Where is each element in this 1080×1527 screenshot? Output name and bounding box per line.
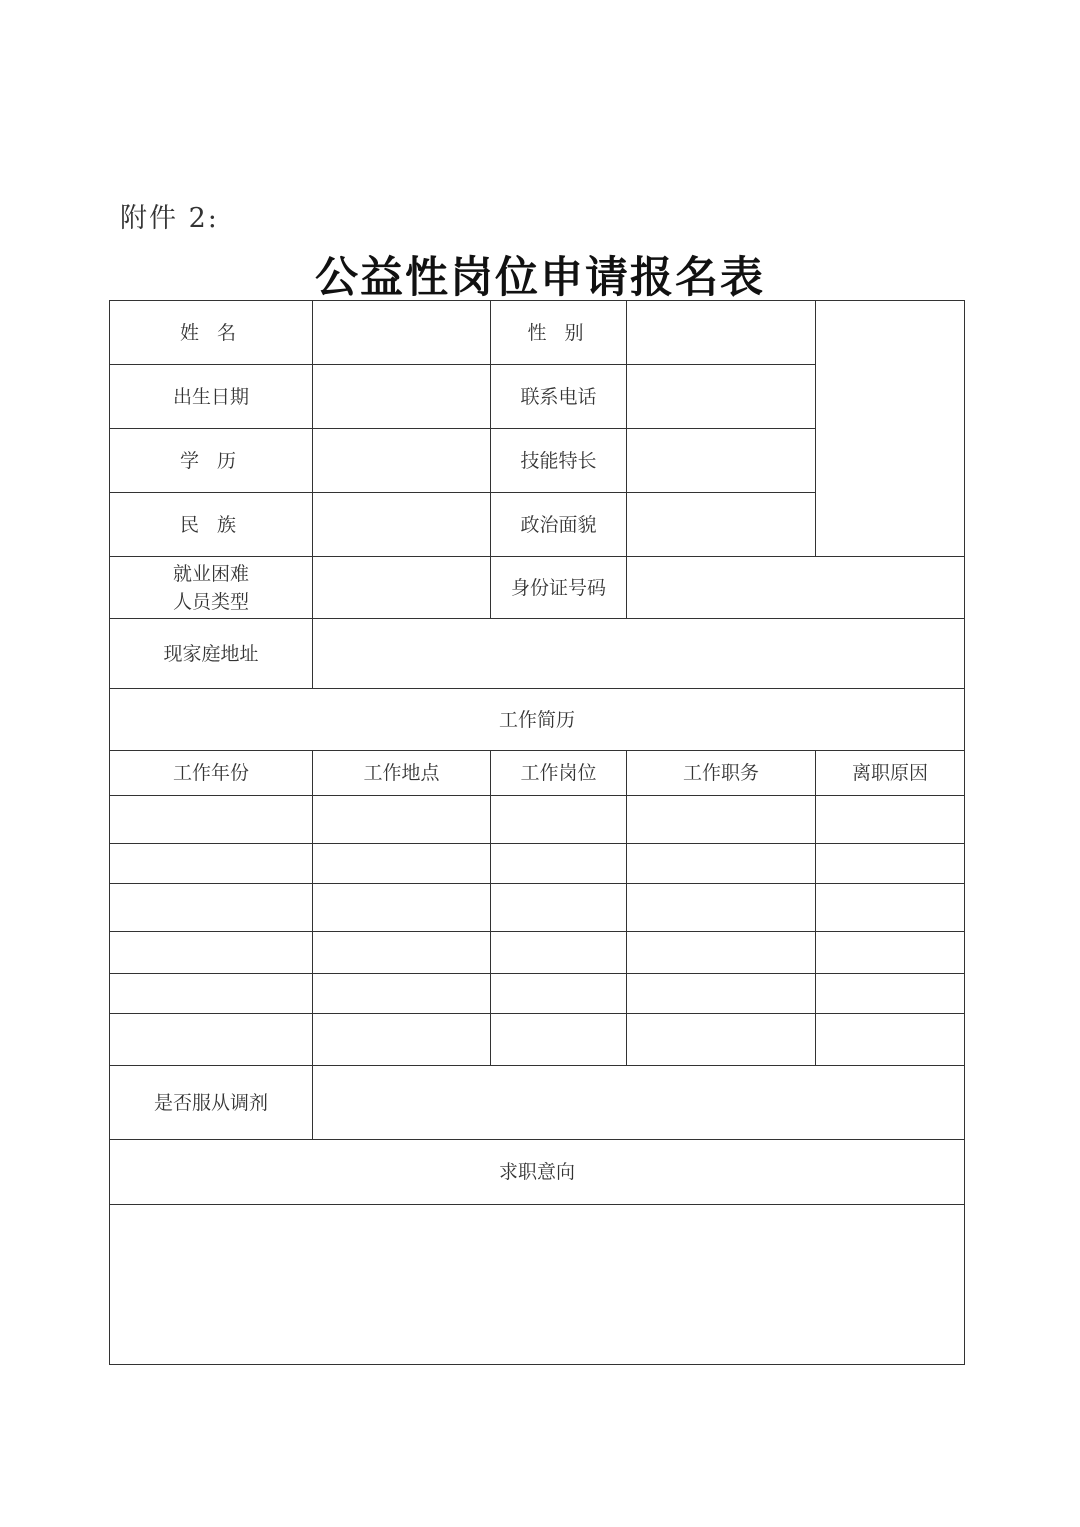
- work-position-cell[interactable]: [491, 974, 627, 1014]
- leave-reason-cell[interactable]: [816, 1014, 965, 1066]
- work-history-row: [110, 1014, 965, 1066]
- work-duty-cell[interactable]: [627, 1014, 816, 1066]
- work-duty-cell[interactable]: [627, 932, 816, 974]
- work-year-cell[interactable]: [110, 974, 313, 1014]
- attachment-label: 附件 2:: [120, 203, 219, 234]
- column-header-duty: 工作职务: [627, 751, 816, 796]
- birth-date-field[interactable]: [313, 365, 491, 429]
- work-duty-cell[interactable]: [627, 884, 816, 932]
- work-location-cell[interactable]: [313, 796, 491, 844]
- leave-reason-cell[interactable]: [816, 796, 965, 844]
- ethnicity-field[interactable]: [313, 493, 491, 557]
- work-history-row: [110, 932, 965, 974]
- work-history-title: 工作简历: [110, 689, 965, 751]
- column-header-position: 工作岗位: [491, 751, 627, 796]
- gender-label: 性 别: [491, 301, 627, 365]
- work-position-cell[interactable]: [491, 884, 627, 932]
- work-position-cell[interactable]: [491, 844, 627, 884]
- id-number-field[interactable]: [627, 557, 965, 619]
- work-location-cell[interactable]: [313, 1014, 491, 1066]
- obey-assignment-field[interactable]: [313, 1066, 965, 1140]
- column-header-location: 工作地点: [313, 751, 491, 796]
- work-position-cell[interactable]: [491, 796, 627, 844]
- form-title: 公益性岗位申请报名表: [315, 253, 765, 303]
- work-location-cell[interactable]: [313, 932, 491, 974]
- column-header-leave-reason: 离职原因: [816, 751, 965, 796]
- work-duty-cell[interactable]: [627, 796, 816, 844]
- ethnicity-label: 民 族: [110, 493, 313, 557]
- political-status-field[interactable]: [627, 493, 816, 557]
- job-intention-field[interactable]: [110, 1205, 965, 1365]
- phone-label: 联系电话: [491, 365, 627, 429]
- leave-reason-cell[interactable]: [816, 884, 965, 932]
- work-duty-cell[interactable]: [627, 974, 816, 1014]
- work-year-cell[interactable]: [110, 844, 313, 884]
- education-label: 学 历: [110, 429, 313, 493]
- work-location-cell[interactable]: [313, 974, 491, 1014]
- skills-field[interactable]: [627, 429, 816, 493]
- political-status-label: 政治面貌: [491, 493, 627, 557]
- work-history-row: [110, 884, 965, 932]
- leave-reason-cell[interactable]: [816, 974, 965, 1014]
- birth-date-label: 出生日期: [110, 365, 313, 429]
- phone-field[interactable]: [627, 365, 816, 429]
- education-field[interactable]: [313, 429, 491, 493]
- column-header-year: 工作年份: [110, 751, 313, 796]
- work-year-cell[interactable]: [110, 1014, 313, 1066]
- application-form-table: [109, 300, 965, 1365]
- work-location-cell[interactable]: [313, 844, 491, 884]
- skills-label: 技能特长: [491, 429, 627, 493]
- gender-field[interactable]: [627, 301, 816, 365]
- work-history-row: [110, 844, 965, 884]
- work-year-cell[interactable]: [110, 796, 313, 844]
- leave-reason-cell[interactable]: [816, 844, 965, 884]
- address-field[interactable]: [313, 619, 965, 689]
- work-history-row: [110, 796, 965, 844]
- hardship-type-label: 就业困难 人员类型: [110, 557, 313, 619]
- photo-box[interactable]: [816, 301, 965, 557]
- id-number-label: 身份证号码: [491, 557, 627, 619]
- work-history-row: [110, 974, 965, 1014]
- leave-reason-cell[interactable]: [816, 932, 965, 974]
- obey-assignment-label: 是否服从调剂: [110, 1066, 313, 1140]
- work-duty-cell[interactable]: [627, 844, 816, 884]
- address-label: 现家庭地址: [110, 619, 313, 689]
- hardship-type-field[interactable]: [313, 557, 491, 619]
- work-year-cell[interactable]: [110, 932, 313, 974]
- name-field[interactable]: [313, 301, 491, 365]
- work-year-cell[interactable]: [110, 884, 313, 932]
- job-intention-title: 求职意向: [110, 1140, 965, 1205]
- work-location-cell[interactable]: [313, 884, 491, 932]
- work-position-cell[interactable]: [491, 932, 627, 974]
- name-label: 姓 名: [110, 301, 313, 365]
- work-position-cell[interactable]: [491, 1014, 627, 1066]
